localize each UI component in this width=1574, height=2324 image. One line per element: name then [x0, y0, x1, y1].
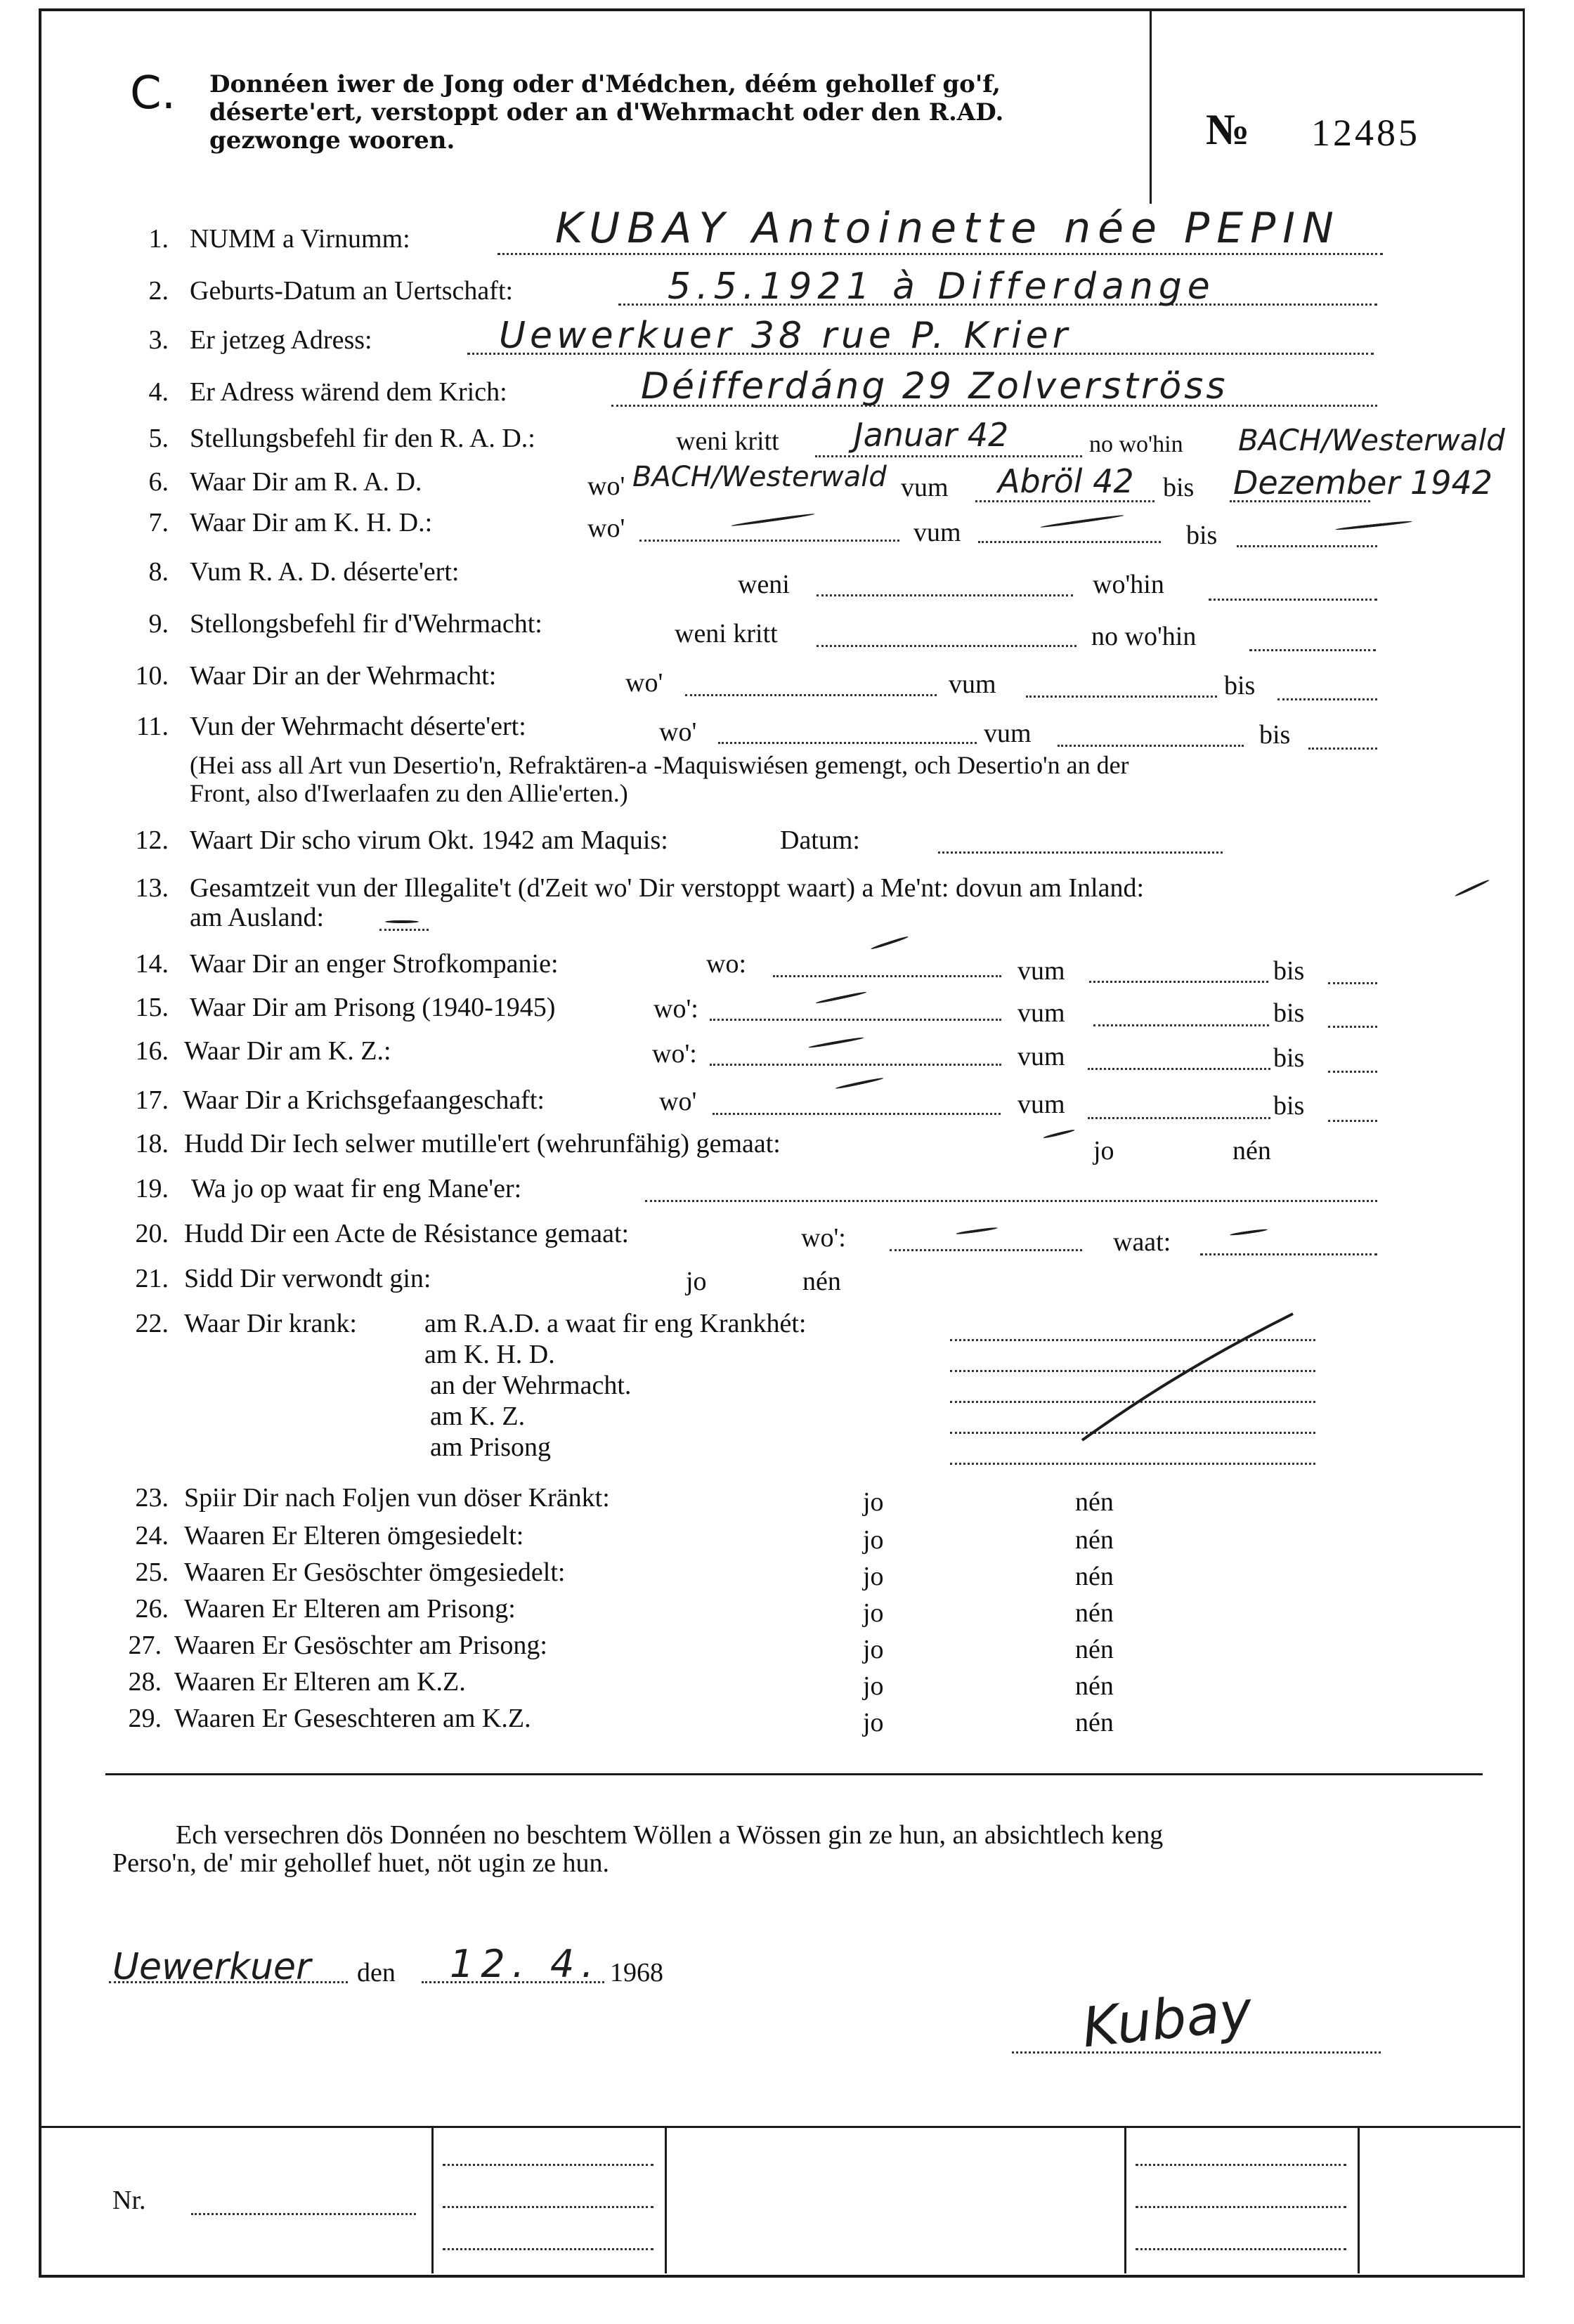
- field-13-number: 13.: [135, 873, 169, 903]
- field-10-number: 10.: [135, 661, 169, 691]
- field-15-to-label: bis: [1273, 998, 1305, 1028]
- field-8-where-line: [1209, 599, 1377, 601]
- footer-nr-label: Nr.: [112, 2186, 146, 2215]
- field-8-label: Vum R. A. D. déserte'ert:: [190, 557, 460, 587]
- field-19-label: Wa jo op waat fir eng Mane'er:: [191, 1174, 522, 1203]
- signature-line: [1012, 2051, 1381, 2054]
- field-4-label: Er Adress wärend dem Krich:: [190, 377, 507, 407]
- field-9-where-label: no wo'hin: [1091, 622, 1197, 651]
- field-22-strike: [1068, 1307, 1307, 1447]
- yesno-no-25: nén: [1075, 1562, 1114, 1591]
- field-10-from-line: [1026, 696, 1217, 698]
- footer-col-c-line-3: [1136, 2248, 1346, 2250]
- field-1-value: KUBAY Antoinette née PEPIN: [555, 204, 1341, 253]
- field-6-from-line: [975, 500, 1155, 502]
- field-14-from-line: [1089, 981, 1268, 983]
- footer-col-3: [1124, 2126, 1126, 2273]
- field-4-value: Déifferdáng 29 Zolverströss: [641, 365, 1228, 407]
- field-8-number: 8.: [148, 557, 169, 587]
- field-17-to-label: bis: [1273, 1091, 1305, 1121]
- field-17-where-label: wo': [659, 1087, 697, 1116]
- field-12-date-line: [938, 851, 1223, 854]
- yesno-yes-24: jo: [863, 1525, 884, 1555]
- field-16-number: 16.: [135, 1036, 169, 1066]
- yesno-label-24: Waaren Er Elteren ömgesiedelt:: [184, 1521, 524, 1551]
- field-11-from-label: vum: [984, 719, 1032, 748]
- field-13-abroad-dash: [385, 920, 419, 923]
- field-11-label: Vun der Wehrmacht déserte'ert:: [190, 712, 526, 741]
- signoff-place: Uewerkuer: [112, 1946, 311, 1988]
- field-13-label-2: am Ausland:: [190, 903, 325, 932]
- declaration-separator: [105, 1773, 1483, 1775]
- field-11-where-label: wo': [659, 717, 697, 747]
- yesno-label-25: Waaren Er Gesöschter ömgesiedelt:: [184, 1558, 566, 1587]
- field-7-to-line: [1237, 545, 1377, 547]
- field-22-sub-2: am K. H. D.: [424, 1340, 555, 1369]
- footer-col-a-line-2: [443, 2206, 653, 2208]
- yesno-no-28: nén: [1075, 1671, 1114, 1701]
- field-16-to-line: [1328, 1071, 1377, 1073]
- field-5-when: Januar 42: [854, 416, 1009, 454]
- field-14-where-label: wo:: [706, 949, 746, 979]
- field-8-where-label: wo'hin: [1093, 570, 1164, 599]
- field-18-no: nén: [1232, 1136, 1271, 1166]
- yesno-number-25: 25.: [135, 1558, 169, 1587]
- field-8-when-line: [817, 594, 1073, 596]
- field-14-from-label: vum: [1017, 956, 1065, 986]
- field-12-label: Waart Dir scho virum Okt. 1942 am Maquis:: [190, 825, 668, 855]
- field-8-when-label: weni: [738, 570, 790, 599]
- field-20-where-label: wo':: [801, 1223, 846, 1253]
- field-19-line: [645, 1200, 1377, 1202]
- field-21-number: 21.: [135, 1264, 169, 1293]
- field-17-to-line: [1328, 1120, 1377, 1122]
- field-5-when-label: weni kritt: [676, 426, 779, 456]
- field-17-from-line: [1088, 1117, 1270, 1119]
- signoff-place-line: [109, 1981, 348, 1983]
- field-6-to-label: bis: [1163, 473, 1195, 502]
- field-16-to-label: bis: [1273, 1043, 1305, 1073]
- field-7-where-label: wo': [587, 514, 625, 543]
- field-6-from-label: vum: [901, 473, 949, 502]
- field-20-where-line: [890, 1249, 1082, 1251]
- footer-top-rule: [41, 2126, 1521, 2128]
- field-10-label: Waar Dir an der Wehrmacht:: [190, 661, 497, 691]
- section-letter: C.: [130, 67, 176, 119]
- field-22-sub-4: am K. Z.: [430, 1402, 526, 1431]
- footer-col-a-line-3: [443, 2248, 653, 2250]
- field-4-number: 4.: [148, 377, 169, 407]
- field-19-number: 19.: [135, 1174, 169, 1203]
- field-2-label: Geburts-Datum an Uertschaft:: [190, 276, 514, 306]
- field-16-where-label: wo':: [652, 1039, 697, 1069]
- yesno-label-26: Waaren Er Elteren am Prisong:: [184, 1594, 516, 1624]
- field-22-sub-1: am R.A.D. a waat fir eng Krankhét:: [424, 1309, 807, 1338]
- yesno-number-24: 24.: [135, 1521, 169, 1551]
- field-5-label: Stellungsbefehl fir den R. A. D.:: [190, 424, 535, 453]
- field-13-label: Gesamtzeit vun der Illegalite't (d'Zeit wo' Dir verstoppt waart) a Me'nt: dovun am Inland:: [190, 873, 1145, 903]
- field-3-value: Uewerkuer 38 rue P. Krier: [499, 315, 1072, 357]
- field-16-where-line: [710, 1064, 1001, 1066]
- field-15-label: Waar Dir am Prisong (1940-1945): [190, 993, 556, 1022]
- field-6-to: Dezember 1942: [1233, 464, 1493, 502]
- field-3-number: 3.: [148, 325, 169, 355]
- field-16-from-line: [1088, 1068, 1270, 1070]
- field-11-note-1: (Hei ass all Art vun Desertio'n, Refraktären-a -Maquiswiésen gemengt, och Desertio'n an der: [190, 751, 1129, 779]
- declaration-line-2: Perso'n, de' mir gehollef huet, nöt ugin ze hun.: [112, 1848, 610, 1878]
- yesno-no-27: nén: [1075, 1635, 1114, 1664]
- field-14-to-line: [1328, 982, 1377, 984]
- field-6-label: Waar Dir am R. A. D.: [190, 467, 422, 497]
- field-14-to-label: bis: [1273, 956, 1305, 986]
- footer-col-4: [1358, 2126, 1360, 2273]
- field-12-date-label: Datum:: [780, 825, 860, 855]
- yesno-number-26: 26.: [135, 1594, 169, 1624]
- number-sign: №: [1206, 106, 1250, 154]
- field-22-number: 22.: [135, 1309, 169, 1338]
- field-21-label: Sidd Dir verwondt gin:: [184, 1264, 431, 1293]
- field-11-number: 11.: [136, 712, 169, 741]
- field-18-number: 18.: [135, 1129, 169, 1158]
- header-divider: [1150, 10, 1152, 204]
- field-9-label: Stellongsbefehl fir d'Wehrmacht:: [190, 609, 542, 639]
- field-21-yes: jo: [686, 1267, 707, 1296]
- field-20-number: 20.: [135, 1219, 169, 1248]
- field-14-number: 14.: [135, 949, 169, 979]
- field-6-from: Abröl 42: [998, 462, 1134, 500]
- field-22-sub-5: am Prisong: [430, 1432, 552, 1462]
- field-15-to-line: [1328, 1026, 1377, 1028]
- field-11-where-line: [718, 742, 977, 744]
- field-15-from-label: vum: [1017, 998, 1065, 1028]
- field-10-to-line: [1277, 698, 1377, 700]
- field-11-from-line: [1058, 745, 1244, 747]
- field-11-note-2: Front, also d'Iwerlaafen zu den Allie'erten.): [190, 779, 628, 807]
- field-1-number: 1.: [148, 224, 169, 254]
- signoff-year: 1968: [610, 1958, 663, 1987]
- yesno-number-29: 29.: [128, 1704, 162, 1733]
- field-15-where-label: wo':: [653, 994, 698, 1024]
- field-20-what-label: waat:: [1113, 1227, 1171, 1257]
- field-5-where-label: no wo'hin: [1089, 431, 1183, 457]
- field-5-where: BACH/Westerwald: [1238, 423, 1505, 457]
- field-17-number: 17.: [135, 1085, 169, 1115]
- field-22-sub-3: an der Wehrmacht.: [430, 1371, 632, 1400]
- signature: Kubay: [1079, 1979, 1256, 2061]
- yesno-no-24: nén: [1075, 1525, 1114, 1555]
- yesno-label-29: Waaren Er Geseschteren am K.Z.: [174, 1704, 531, 1733]
- field-21-no: nén: [802, 1267, 841, 1296]
- footer-col-1: [431, 2126, 434, 2273]
- field-1-line: [497, 253, 1383, 255]
- field-10-to-label: bis: [1224, 671, 1256, 700]
- declaration-line-1: Ech versechren dös Donnéen no beschtem Wöllen a Wössen gin ze hun, an absichtlech keng: [176, 1820, 1164, 1850]
- footer-nr-line: [191, 2213, 416, 2215]
- yesno-yes-23: jo: [863, 1487, 884, 1517]
- field-16-label: Waar Dir am K. Z.:: [184, 1036, 391, 1066]
- field-18-yes: jo: [1093, 1136, 1114, 1166]
- yesno-yes-29: jo: [863, 1708, 884, 1737]
- field-5-number: 5.: [148, 424, 169, 453]
- field-6-where-label: wo': [587, 471, 625, 501]
- field-17-from-label: vum: [1017, 1090, 1065, 1119]
- field-20-label: Hudd Dir een Acte de Résistance gemaat:: [184, 1219, 630, 1248]
- form-number: 12485: [1311, 112, 1420, 154]
- field-15-where-line: [710, 1019, 1001, 1021]
- yesno-yes-27: jo: [863, 1635, 884, 1664]
- field-3-label: Er jetzeg Adress:: [190, 325, 372, 355]
- field-6-where: BACH/Westerwald: [632, 461, 887, 493]
- yesno-yes-26: jo: [863, 1598, 884, 1628]
- signoff-date: 12. 4.: [450, 1942, 601, 1986]
- field-14-label: Waar Dir an enger Strofkompanie:: [190, 949, 559, 979]
- field-11-to-label: bis: [1259, 720, 1291, 750]
- field-13-abroad-line: [379, 929, 429, 931]
- field-12-number: 12.: [135, 825, 169, 855]
- field-17-label: Waar Dir a Krichsgefaangeschaft:: [183, 1085, 545, 1115]
- field-6-number: 6.: [148, 467, 169, 497]
- field-15-from-line: [1093, 1024, 1269, 1026]
- field-7-from-label: vum: [913, 518, 961, 547]
- yesno-label-28: Waaren Er Elteren am K.Z.: [174, 1667, 466, 1697]
- field-10-from-label: vum: [949, 670, 996, 699]
- yesno-no-29: nén: [1075, 1708, 1114, 1737]
- field-2-value: 5.5.1921 à Differdange: [668, 266, 1216, 308]
- yesno-no-26: nén: [1075, 1598, 1114, 1628]
- field-20-what-line: [1200, 1253, 1377, 1255]
- yesno-label-23: Spiir Dir nach Foljen vun döser Kränkt:: [184, 1483, 610, 1513]
- yesno-no-23: nén: [1075, 1487, 1114, 1517]
- field-7-where-line: [639, 540, 899, 542]
- section-title: Donnéen iwer de Jong oder d'Médchen, déém gehollef go'f, déserte'ert, verstoppt oder an d'Wehrmacht oder den R.AD. gezwonge wooren.: [209, 70, 1004, 155]
- field-2-number: 2.: [148, 276, 169, 306]
- field-1-label: NUMM a Virnumm:: [190, 224, 410, 254]
- field-7-label: Waar Dir am K. H. D.:: [190, 508, 433, 537]
- field-11-to-line: [1308, 748, 1377, 750]
- signoff-den: den: [357, 1958, 396, 1987]
- field-15-number: 15.: [135, 993, 169, 1022]
- field-14-where-line: [773, 975, 1001, 977]
- field-7-from-line: [978, 541, 1161, 543]
- field-9-number: 9.: [148, 609, 169, 639]
- footer-col-2: [665, 2126, 667, 2273]
- yesno-number-28: 28.: [128, 1667, 162, 1697]
- field-7-to-label: bis: [1186, 521, 1218, 550]
- field-7-number: 7.: [148, 508, 169, 537]
- field-22-label: Waar Dir krank:: [184, 1309, 357, 1338]
- field-18-label: Hudd Dir Iech selwer mutille'ert (wehrunfähig) gemaat:: [184, 1129, 781, 1158]
- yesno-number-23: 23.: [135, 1483, 169, 1513]
- field-5-when-line: [815, 455, 1082, 457]
- field-9-where-line: [1249, 649, 1376, 651]
- field-17-where-line: [713, 1113, 1001, 1115]
- footer-col-a-line-1: [443, 2164, 653, 2166]
- yesno-number-27: 27.: [128, 1631, 162, 1660]
- yesno-yes-25: jo: [863, 1562, 884, 1591]
- footer-col-c-line-2: [1136, 2206, 1346, 2208]
- yesno-yes-28: jo: [863, 1671, 884, 1701]
- footer-col-c-line-1: [1136, 2164, 1346, 2166]
- yesno-label-27: Waaren Er Gesöschter am Prisong:: [174, 1631, 547, 1660]
- field-10-where-label: wo': [625, 668, 663, 698]
- field-22-line-5: [950, 1463, 1315, 1465]
- field-9-when-label: weni kritt: [675, 619, 778, 648]
- field-9-when-line: [817, 645, 1077, 647]
- field-10-where-line: [685, 694, 937, 696]
- field-16-from-label: vum: [1017, 1042, 1065, 1071]
